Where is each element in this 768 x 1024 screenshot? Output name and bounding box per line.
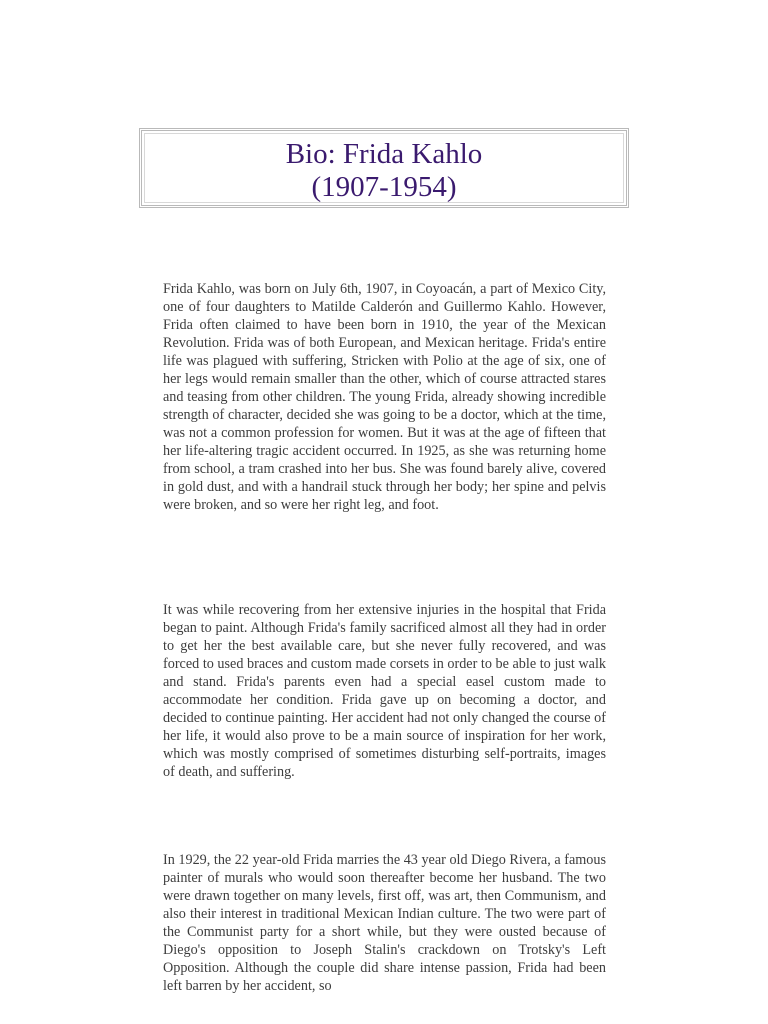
paragraph-recovery-painting: It was while recovering from her extensive injuries in the hospital that Frida began to paint. Although Frida's family sacrificed almost all they had in order to get her the best available care, but she never fully recovered, and was forced to used braces and custom made corsets in order to be able to just walk and stand. Frida's parents even had a special easel custom made to accommodate her condition. Frida gave up on becoming a doctor, and decided to continue painting. Her accident had not only changed the course of her life, it would also prove to be a main source of inspiration for her work, which was mostly comprised of sometimes disturbing self-portraits, images of death, and suffering. [163, 602, 606, 780]
page-title: Bio: Frida Kahlo [285, 138, 483, 170]
paragraph-early-life: Frida Kahlo, was born on July 6th, 1907, in Coyoacán, a part of Mexico City, one of four daughters to Matilde Calderón and Guillermo Kahlo. However, Frida often claimed to have been born in 1910, the year of the Mexican Revolution. Frida was of both European, and Mexican heritage. Frida's entire life was plagued with suffering, Stricken with Polio at the age of six, one of her legs would remain smaller than the other, which of course attracted stares and teasing from other children. The young Frida, already showing incredible strength of character, decided she was going to be a doctor, which at the time, was not a common profession for women. But it was at the age of fifteen that her life-altering tragic accident occurred. In 1925, as she was returning home from school, a tram crashed into her bus. She was found barely alive, covered in gold dust, and with a handrail stuck through her body; her spine and pelvis were broken, and so were her right leg, and foot. [163, 281, 606, 513]
page-subtitle-years: (1907-1954) [311, 171, 457, 203]
title-box [139, 128, 629, 208]
paragraph-marriage: In 1929, the 22 year-old Frida marries the 43 year old Diego Rivera, a famous painter of murals who would soon thereafter become her husband. The two were drawn together on many levels, first off, was art, then Communism, and also their interest in traditional Mexican Indian culture. The two were part of the Communist party for a short while, but they were ousted because of Diego's opposition to Joseph Stalin's crackdown on Trotsky's Left Opposition. Although the couple did share intense passion, Frida had been left barren by her accident, so [163, 852, 606, 994]
